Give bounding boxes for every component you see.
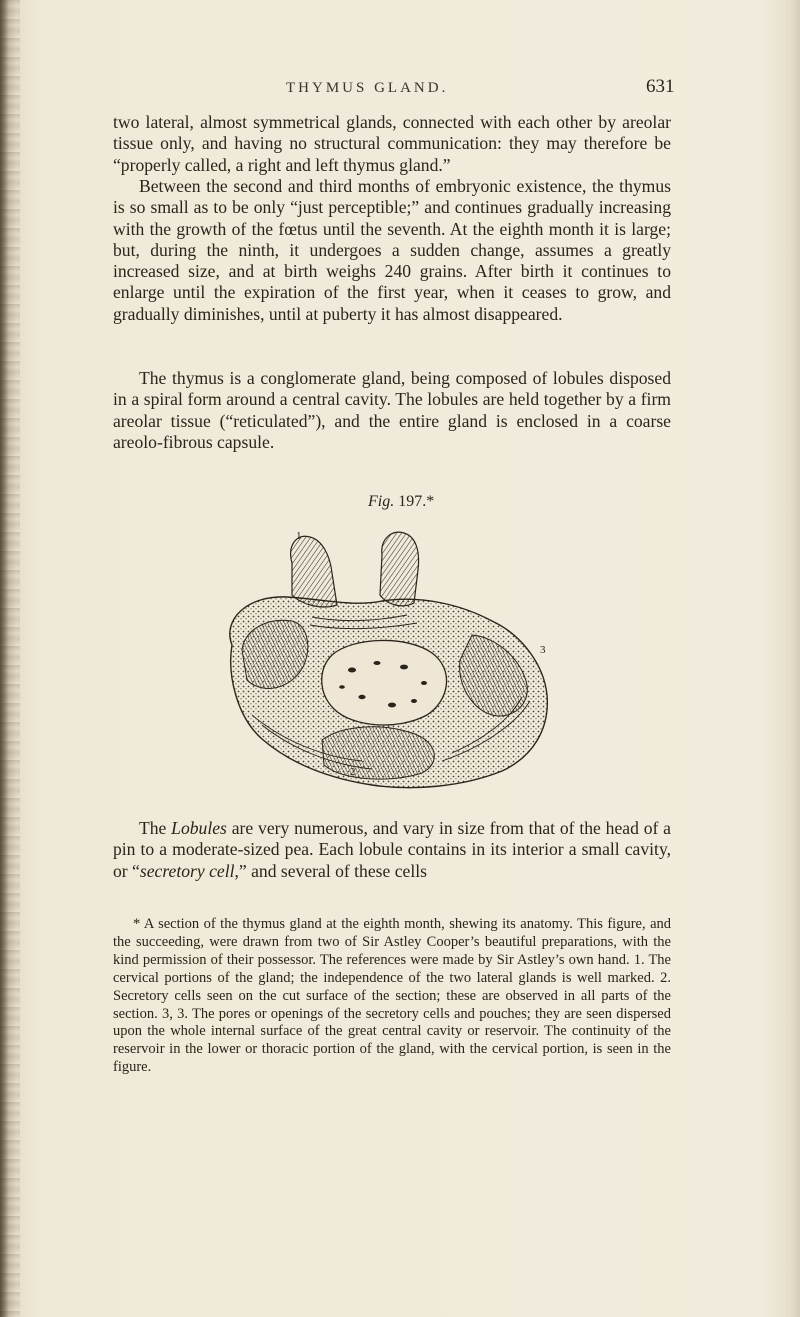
term-lobules: Lobules [171, 818, 227, 838]
lobule-cluster-bottom [322, 727, 434, 779]
figure-caption [368, 493, 434, 511]
running-title: THYMUS GLAND. [286, 80, 449, 96]
figure-label: Fig. [368, 493, 395, 510]
figure-number: 197.* [398, 493, 435, 510]
paragraph-3: The thymus is a conglomerate gland, being composed of lobules disposed in a spiral form around a central cavity. The lobules are held together by a firm areolar tissue (“reticulated”), and the entire gland is enclosed in a coarse areolo-fibrous capsule. [113, 368, 671, 452]
page-number: 631 [646, 76, 675, 97]
right-cervical-lobe [380, 532, 419, 606]
binding-gutter [0, 0, 20, 1317]
footnote: * A section of the thymus gland at the eighth month, shewing its anatomy. This figure, and the succeeding, were drawn from two of Sir Astley Cooper’s beautiful preparations, with the kind permission of their possessor. The references were made by Sir Astley’s own hand. 1. The cervical portions of the gland; the independence of the two lateral glands is well marked. 2. Secretory cells seen on the cut surface of the section; these are observed in all parts of the section. 3, 3. The pores or openings of the secretory cells and pouches; they are seen dispersed upon the whole internal surface of the great central cavity or reservoir. The continuity of the reservoir in the lower or thoracic portion of the gland, with the cervical portion, is seen in the figure. [113, 916, 671, 1076]
ref-marker-3: 3 [540, 644, 546, 656]
paragraph-1: two lateral, almost symmetrical glands, connected with each other by areolar tissue only, and having no structural communication: they may therefore be “properly called, a right and left thymus gland.” [113, 112, 671, 175]
left-cervical-lobe [291, 536, 337, 607]
paragraph-4 [113, 818, 671, 882]
central-cavity [322, 640, 447, 725]
paragraph-2: Between the second and third months of embryonic existence, the thymus is so small as to be only “just perceptible;” and continues gradually increasing with the growth of the fœtus until the seventh. At the eighth month it is large; but, during the ninth, it undergoes a sudden change, assumes a greatly increased size, and at birth weighs 240 grains. After birth it continues to enlarge until the expiration of the first year, when it ceases to grow, and gradually diminishes, until at puberty it has almost disappeared. [113, 176, 671, 324]
ref-marker-1: 1 [296, 530, 302, 542]
ref-marker-2: 2 [350, 766, 356, 778]
paragraph-4-end: ,” and several of these cells [234, 860, 427, 881]
paragraph-4-middle: are very numerous, and vary in size from that of the head of a pin to a moderate-sized pea. Each lobule contains in its interior a small cavity, or “ [113, 818, 671, 881]
paragraph-4-start: The [139, 818, 172, 838]
term-secretory-cell: secretory cell [139, 860, 235, 881]
thymus-section-illustration [192, 525, 587, 793]
